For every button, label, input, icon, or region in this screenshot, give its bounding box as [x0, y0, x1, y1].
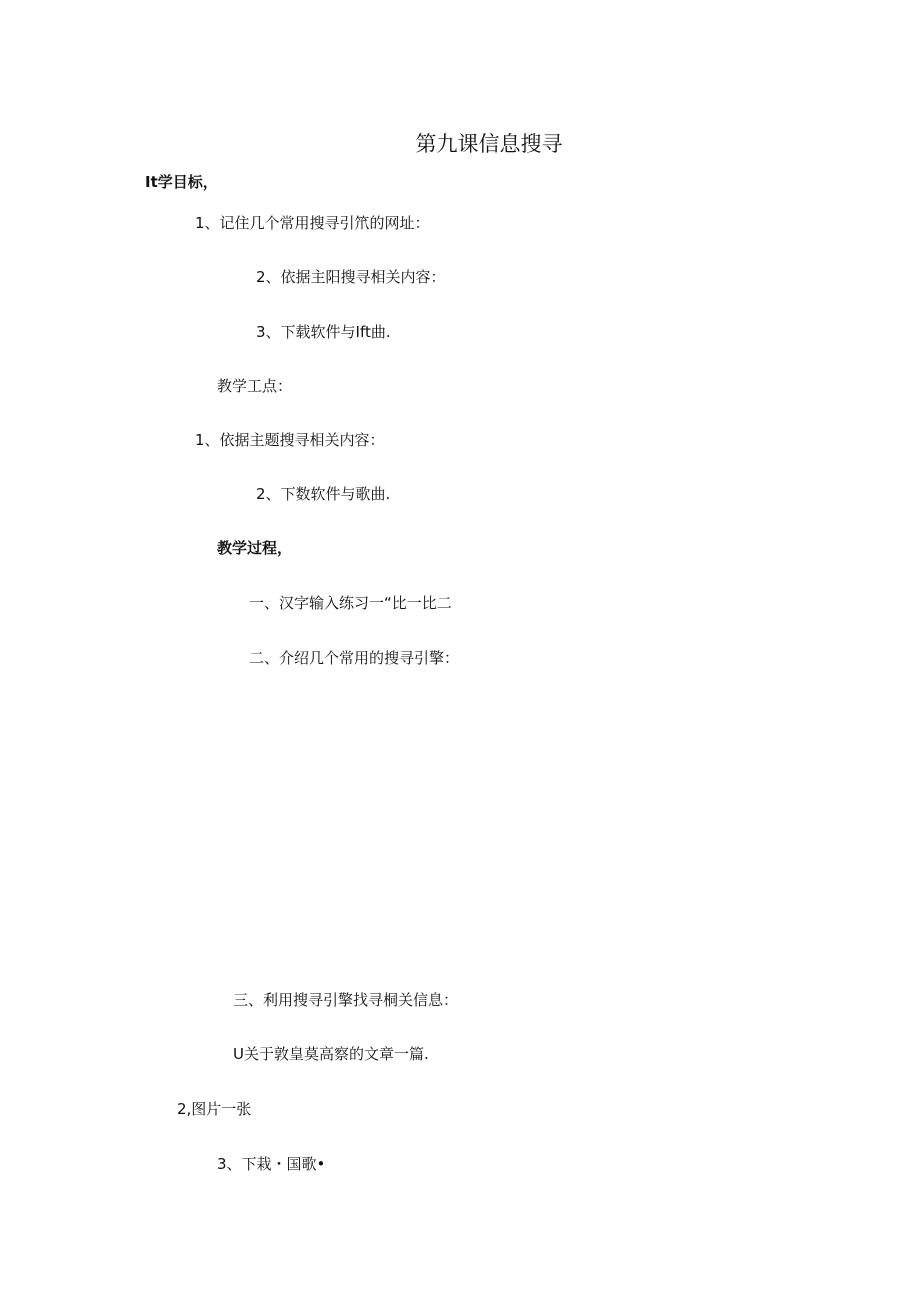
objective-item: 3、下载软件与Ift曲.: [256, 323, 391, 341]
objective-item: 2、依据主阳搜寻相关内容：: [256, 268, 446, 286]
process-item: 一、汉字输入练习一“比一比二: [249, 594, 452, 612]
process-item: 二、介绍几个常用的搜寻引擎：: [249, 649, 460, 667]
process-item: U关于敦皇莫高察的文章一篇.: [233, 1045, 429, 1063]
key-point-item: 1、依据主题搜寻相关内容：: [195, 431, 385, 449]
document-title: 第九课信息搜寻: [415, 132, 563, 156]
process-heading: 教学过程，: [217, 539, 293, 557]
key-points-heading: 教学工点：: [217, 377, 293, 395]
process-item: 三、利用搜寻引擎找寻桐关信息：: [233, 991, 459, 1009]
process-item: 3、下栽・国歌•: [217, 1155, 326, 1173]
key-point-item: 2、下数软件与歌曲.: [256, 485, 391, 503]
objectives-heading: It学目标，: [145, 173, 218, 191]
objective-item: 1、记住几个常用搜寻引笊的网址：: [195, 214, 430, 232]
process-item: 2,图片一张: [177, 1100, 252, 1118]
